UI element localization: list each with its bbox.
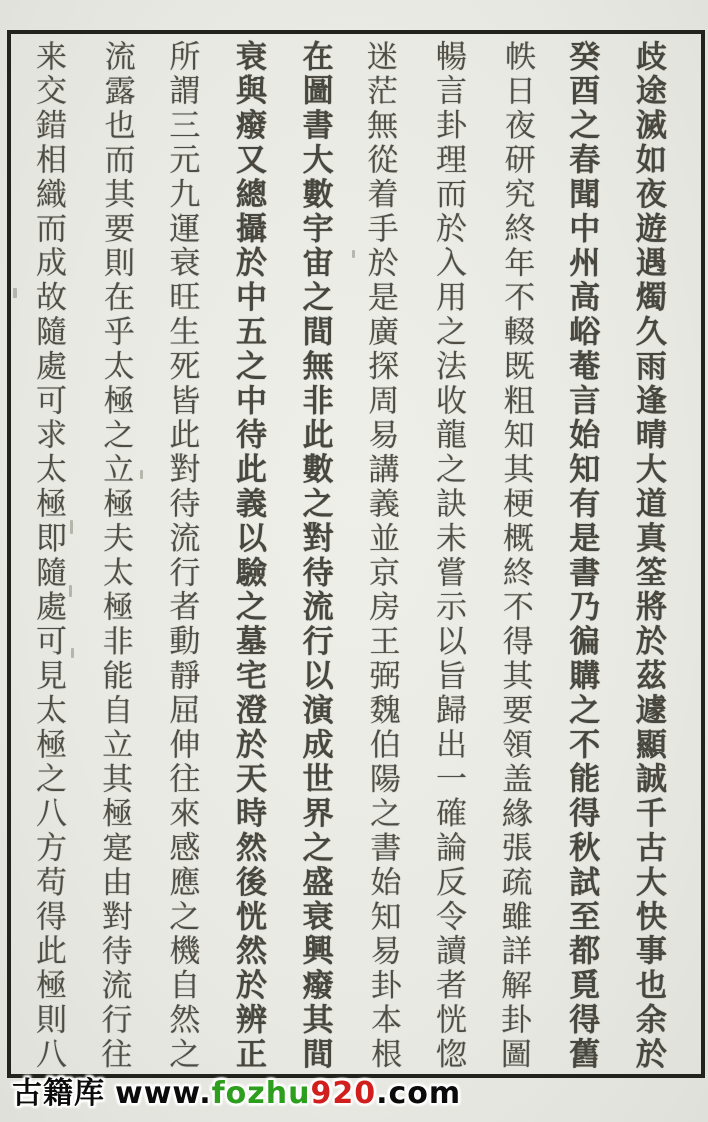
- text-column-2: 癸酉之春聞中州高峪菴言始知有是書乃徧購之不能得秋試至都覓得舊: [563, 40, 600, 1072]
- scan-speck: [13, 288, 17, 298]
- scan-speck: [71, 648, 74, 658]
- text-column-5: 迷茫無從着手於是廣探周易講義並京房王弼魏伯陽之書始知易卦本根: [361, 39, 402, 1073]
- text-column-7: 衰與癈又總攝於中五之中待此義以驗之墓宅澄於天時然後恍然於辨正: [229, 40, 266, 1072]
- text-column-8: 所謂三元九運衰旺生死皆此對待流行者動靜屈伸往來感應之機自然之: [163, 40, 200, 1072]
- text-column-1: 歧途滅如夜遊遇燭久雨逢晴大道真筌將於茲遽顯誠千古大快事也余於: [629, 40, 666, 1072]
- text-column-9: 流露也而其要則在乎太極之立極夫太極非能自立其極寔由對待流行往: [94, 39, 135, 1073]
- watermark-url-suffix: .com: [376, 1076, 462, 1111]
- scan-speck: [69, 585, 72, 597]
- text-column-6: 在圖書大數宇宙之間無非此數之對待流行以演成世界之盛衰興癈其間: [296, 40, 333, 1072]
- watermark-url-prefix: www.: [115, 1076, 212, 1111]
- text-block: [15, 36, 681, 1074]
- watermark-url-green: fozhu: [211, 1076, 311, 1111]
- watermark: [12, 1068, 461, 1112]
- scan-speck: [352, 250, 355, 258]
- scan-speck: [140, 470, 143, 479]
- text-column-4: 暢言卦理而於入用之法收龍之訣未嘗示以旨歸出一確論反令讀者恍惚: [429, 40, 466, 1072]
- page-border-frame: [7, 30, 705, 1078]
- text-column-10: 来交錯相織而成故隨處可求太極即隨處可見太極之八方苟得此極則八: [30, 40, 66, 1072]
- text-column-3: 帙日夜研究終年不輟既粗知其梗概終不得其要領盖緣張疏雖詳解卦圖: [494, 39, 535, 1073]
- watermark-site-name: 古籍库: [12, 1076, 105, 1111]
- watermark-url-number: 920: [310, 1076, 377, 1111]
- scan-speck: [70, 520, 73, 534]
